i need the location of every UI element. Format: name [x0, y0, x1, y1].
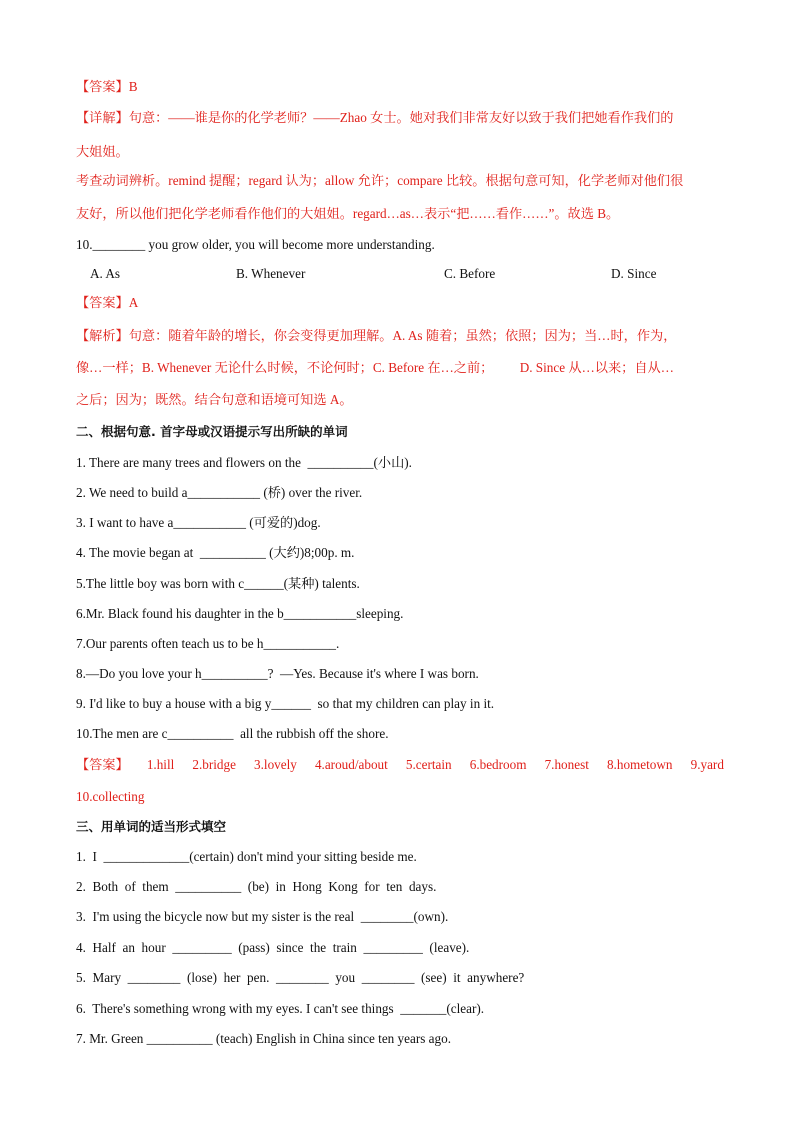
q9-detail-line-1: 【详解】句意：——谁是你的化学老师？——Zhao 女士。她对我们非常友好以致于我们把她看作我们的 — [76, 110, 674, 125]
section-2-item-10: 10.The men are c__________ all the rubbish off the shore. — [76, 726, 389, 741]
section-2-item-9: 9. I'd like to buy a house with a big y______ so that my children can play in it. — [76, 696, 495, 711]
section-2-item-8: 8.—Do you love your h__________? —Yes. Because it's where I was born. — [76, 666, 479, 681]
section-2-answer-9: 9.yard — [690, 757, 724, 772]
section-2-item-1: 1. There are many trees and flowers on the __________(小山). — [76, 455, 412, 470]
section-2-item-4: 4. The movie began at __________ (大约)8;00p. m. — [76, 545, 355, 560]
section-2-answer-1: 1.hill — [146, 757, 175, 772]
q10-option-a: A. As — [90, 266, 121, 281]
section-3-item-3: 3. I'm using the bicycle now but my sister is the real ________(own). — [76, 909, 449, 924]
section-2-answer-6: 6.bedroom — [469, 757, 527, 772]
section-2-answer-3: 3.lovely — [254, 757, 297, 772]
q10-analysis-line-1: 【解析】句意：随着年龄的增长，你会变得更加理解。A. As 随着；虽然；依照；因为；当…时，作为， — [76, 328, 677, 343]
section-2-item-5: 5.The little boy was born with c______(某种) talents. — [76, 576, 360, 591]
section-3-item-6: 6. There's something wrong with my eyes. I can't see things _______(clear). — [76, 1001, 485, 1016]
section-2-item-6: 6.Mr. Black found his daughter in the b___________sleeping. — [76, 606, 404, 621]
section-2-answer-4: 4.aroud/about — [314, 757, 388, 772]
q10-analysis-line-2: 像…一样；B. Whenever 无论什么时候，不论何时；C. Before 在…之前； D. Since 从…以来；自从… — [76, 360, 674, 375]
section-3-item-2: 2. Both of them __________ (be) in Hong Kong for ten days. — [76, 879, 437, 894]
q10-option-b: B. Whenever — [236, 266, 306, 281]
section-2-answer-8: 8.hometown — [606, 757, 673, 772]
q9-detail-line-4: 友好，所以他们把化学老师看作他们的大姐姐。regard…as…表示“把……看作……”。故选 B。 — [76, 206, 620, 221]
q9-detail-line-2: 大姐姐。 — [76, 144, 129, 159]
q9-answer: 【答案】B — [76, 79, 138, 94]
section-2-answer-10: 10.collecting — [76, 789, 145, 804]
q10-option-d: D. Since — [611, 266, 657, 281]
section-3-item-1: 1. I _____________(certain) don't mind your sitting beside me. — [76, 849, 417, 864]
q9-detail-line-3: 考查动词辨析。remind 提醒；regard 认为；allow 允许；compare 比较。根据句意可知，化学老师对他们很 — [76, 173, 684, 188]
q10-stem: 10.________ you grow older, you will become more understanding. — [76, 237, 435, 252]
section-2-item-2: 2. We need to build a___________ (桥) over the river. — [76, 485, 363, 500]
section-2-answer-label: 【答案】 — [76, 757, 129, 772]
q10-option-c: C. Before — [444, 266, 496, 281]
section-2-answer-7: 7.honest — [544, 757, 589, 772]
section-2-answer-2: 2.bridge — [192, 757, 236, 772]
section-2-title: 二、根据句意. 首字母或汉语提示写出所缺的单词 — [76, 424, 348, 439]
q10-answer: 【答案】A — [76, 295, 139, 310]
section-3-item-5: 5. Mary ________ (lose) her pen. ________ you ________ (see) it anywhere? — [76, 970, 525, 985]
q10-analysis-line-3: 之后；因为；既然。结合句意和语境可知选 A。 — [76, 392, 353, 407]
section-2-item-3: 3. I want to have a___________ (可爱的)dog. — [76, 515, 321, 530]
section-3-title: 三、用单词的适当形式填空 — [76, 819, 227, 834]
section-2-item-7: 7.Our parents often teach us to be h___________. — [76, 636, 340, 651]
section-2-answer-5: 5.certain — [405, 757, 452, 772]
section-3-item-4: 4. Half an hour _________ (pass) since the train _________ (leave). — [76, 940, 470, 955]
section-2-answers — [76, 756, 724, 774]
section-3-item-7: 7. Mr. Green __________ (teach) English in China since ten years ago. — [76, 1031, 452, 1046]
